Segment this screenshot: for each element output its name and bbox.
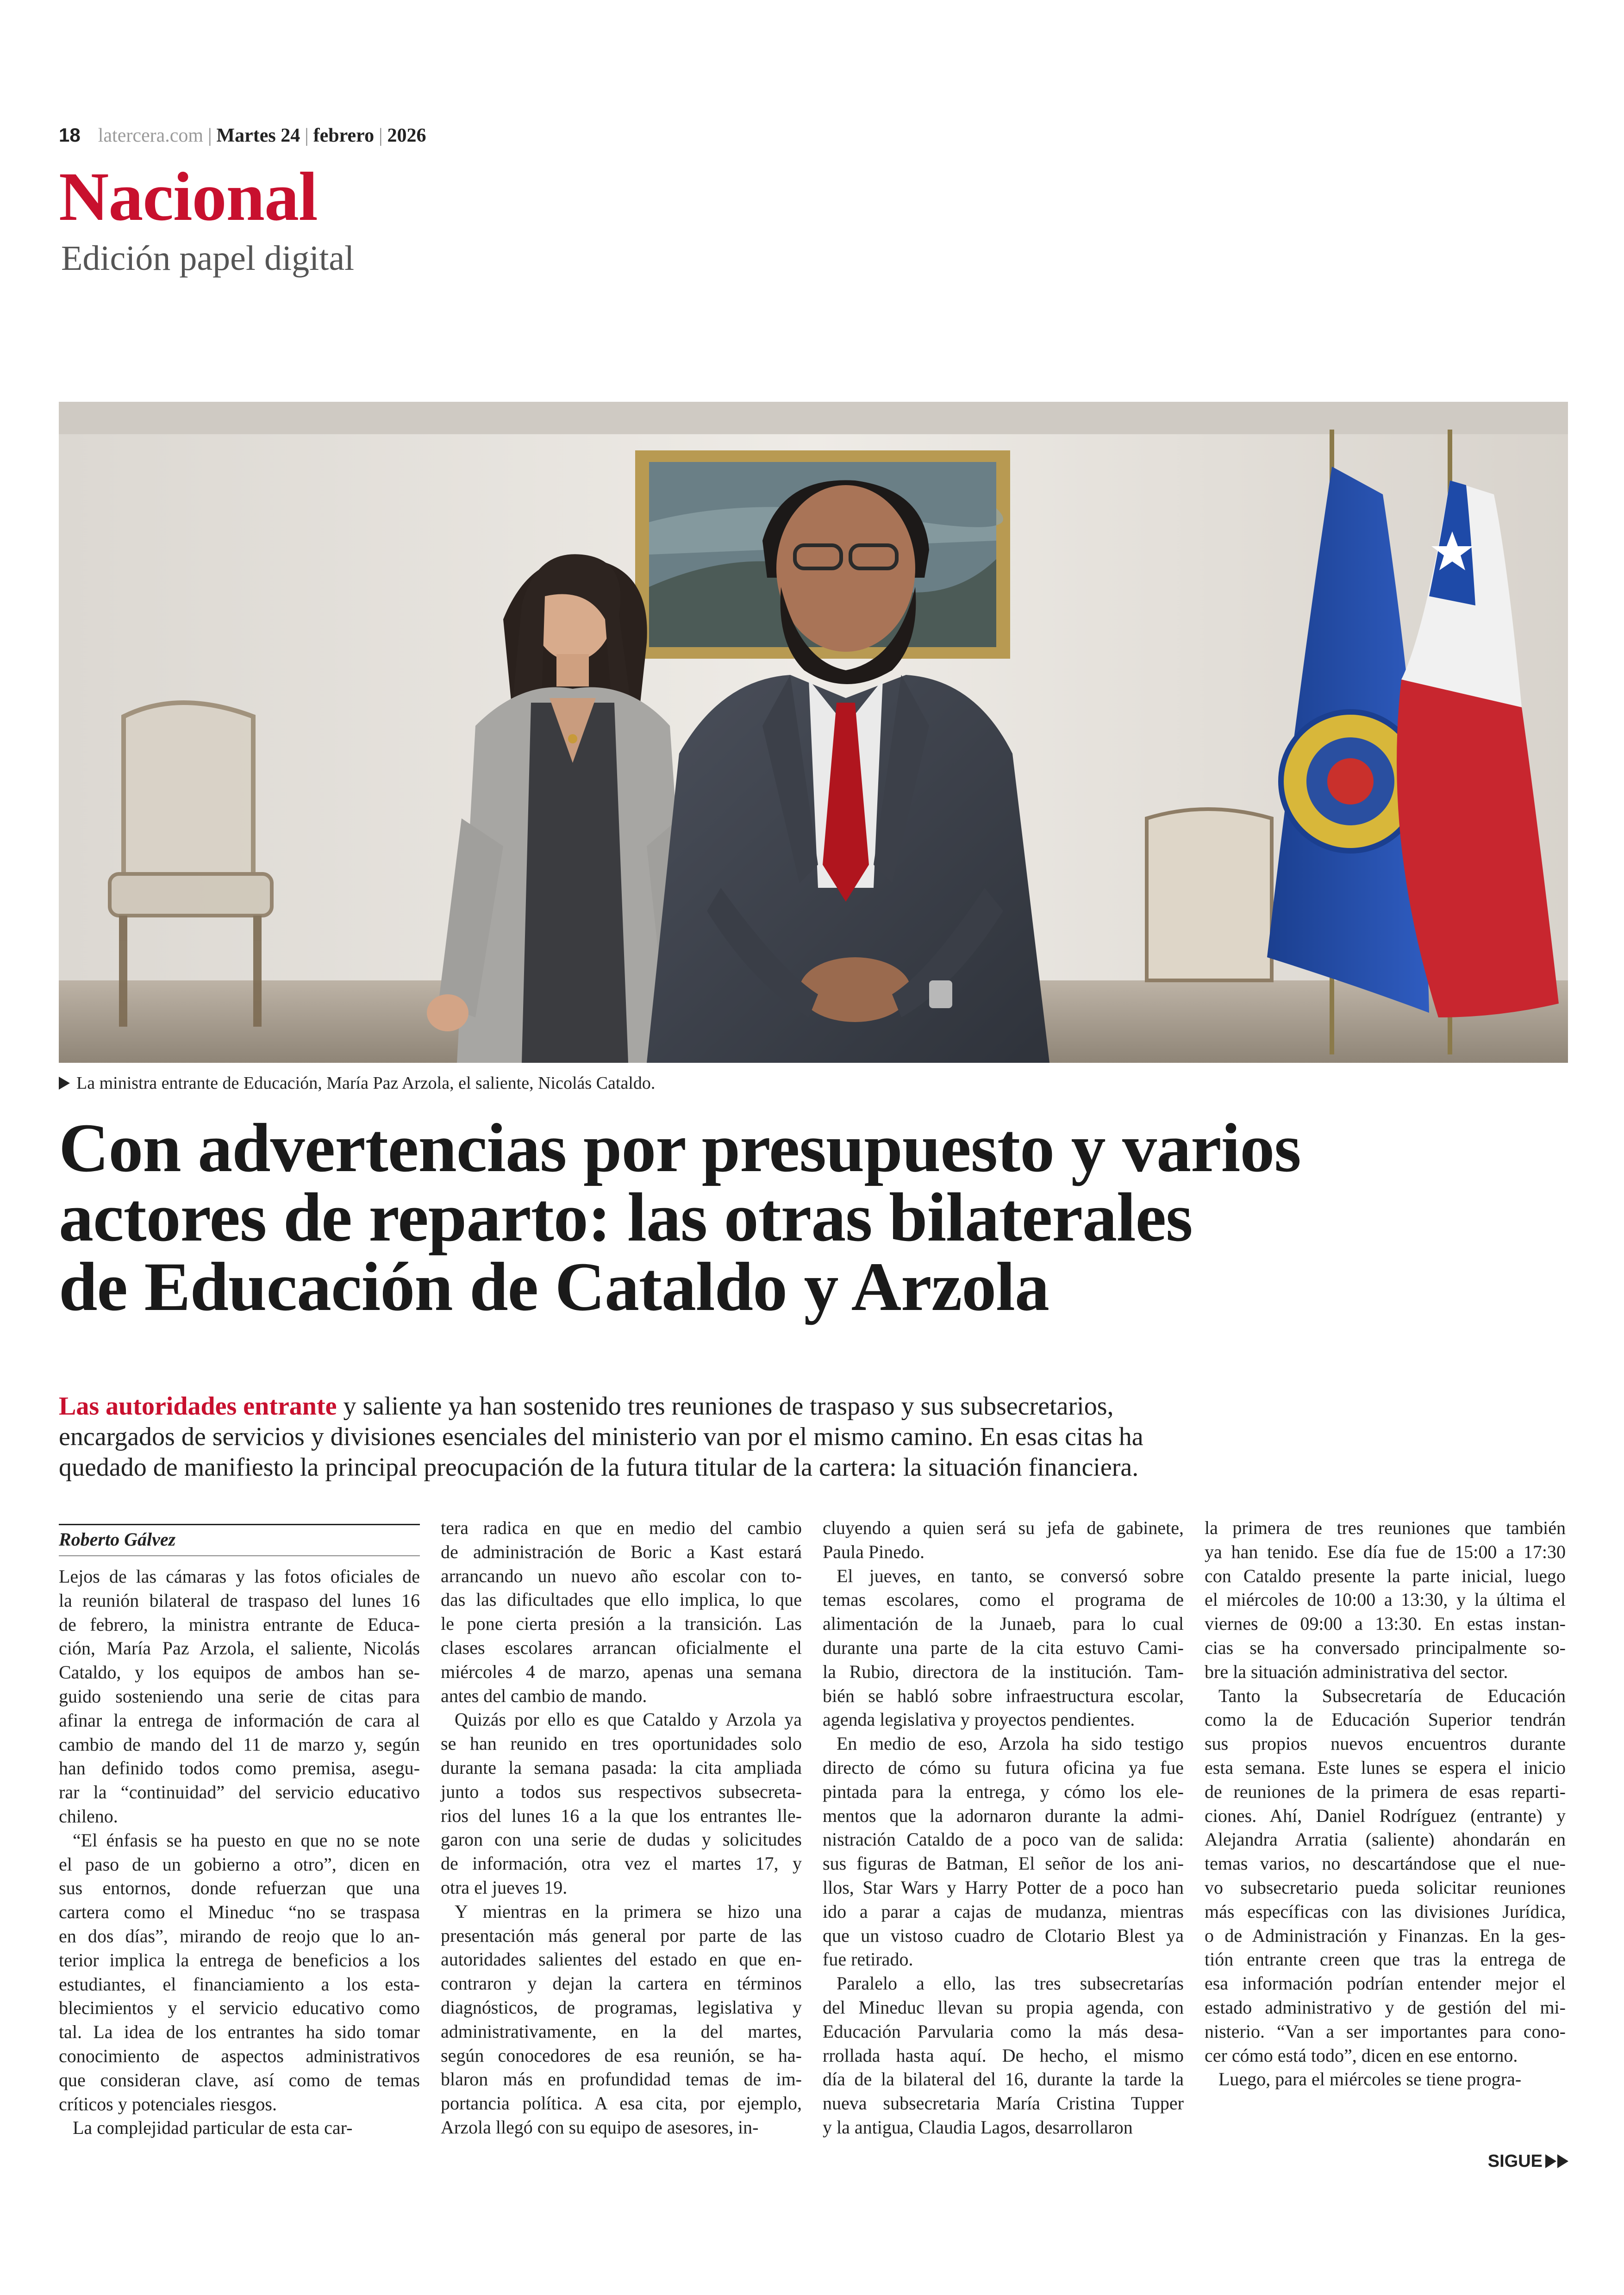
article-line: que un vistoso cuadro de Clotario Blest ya [823, 1925, 1184, 1946]
article-line: Luego, para el miércoles se tiene progra- [1218, 2069, 1522, 2090]
article-line: esa información podrían entender mejor el [1205, 1973, 1566, 1994]
article-line: esta semana. Este lunes se espera el inicio [1205, 1757, 1566, 1778]
section-subtitle: Edición papel digital [61, 239, 355, 278]
article-line: miércoles 4 de marzo, apenas una semana [441, 1661, 802, 1682]
article-line: críticos y potenciales riesgos. [59, 2093, 277, 2114]
article-line: de reuniones de la primera de esas reparti- [1205, 1781, 1566, 1802]
article-line: arrancando un nuevo año escolar con to- [441, 1565, 802, 1586]
article-line: le pone cierta presión a la transición. Las [441, 1613, 802, 1634]
lede-text: y saliente ya han sostenido tres reuniones de traspaso y sus subsecretarios, [337, 1392, 1114, 1421]
article-line: La complejidad particular de esta car- [73, 2117, 353, 2139]
article-line: administrativamente, en la del martes, [441, 2021, 802, 2042]
article-line: Paralelo a ello, las tres subsecretarías [837, 1973, 1184, 1994]
article-line: otra el jueves 19. [441, 1877, 568, 1898]
article-line: terior implica la entrega de beneficios a los [59, 1949, 420, 1971]
article-line: tal. La idea de los entrantes ha sido tomar [59, 2021, 420, 2043]
issue-year: 2026 [387, 125, 426, 146]
article-line: de información, otra vez el martes 17, y [441, 1853, 802, 1874]
article-line: alimentación de la Junaeb, para lo cual [823, 1613, 1184, 1634]
lede-line: encargados de servicios y divisiones esenciales del ministerio van por el mismo camino. En esas citas ha [59, 1422, 1143, 1451]
article-line: cartera como el Mineduc “no se traspasa [59, 1902, 420, 1923]
article-line: Paula Pinedo. [823, 1541, 924, 1562]
article-line: fue retirado. [823, 1949, 913, 1970]
article-line: como la de Educación Superior tendrán [1205, 1709, 1566, 1730]
article-line: según conocedores de esa reunión, se ha- [441, 2045, 802, 2066]
article-line: viernes de 09:00 a 13:30. En estas instan- [1205, 1613, 1566, 1634]
byline: Roberto Gálvez [59, 1529, 176, 1550]
article-line: temas varios, no descartándose que el nue- [1205, 1853, 1566, 1874]
headline-line: Con advertencias por presupuesto y varios [59, 1110, 1301, 1186]
article-line: cambio de mando del 11 de marzo y, según [59, 1734, 420, 1755]
article-line: del Mineduc llevan su propia agenda, con [823, 1996, 1184, 2018]
article-line: autoridades salientes del estado en que en- [441, 1949, 802, 1970]
byline-rule [59, 1524, 420, 1525]
article-line: día de la bilateral del 16, durante la tarde la [823, 2069, 1184, 2090]
article-line: cluyendo a quien será su jefa de gabinete, [823, 1517, 1184, 1538]
article-line: “El énfasis se ha puesto en que no se note [73, 1829, 420, 1851]
article-line: sus entornos, donde refuerzan que una [59, 1877, 420, 1899]
article-line: Lejos de las cámaras y las fotos oficiales de [59, 1566, 420, 1587]
article-line: durante una parte de la cita estuvo Cami- [823, 1637, 1184, 1658]
page-header: 18 latercera.com | Martes 24 | febrero | 2026 [59, 124, 426, 146]
article-line: directo de cómo su futura oficina ya fue [823, 1757, 1184, 1778]
article-line: Tanto la Subsecretaría de Educación [1218, 1685, 1566, 1706]
article-column-1 [59, 1565, 420, 2140]
article-line: ción, María Paz Arzola, el saliente, Nicolás [59, 1638, 420, 1659]
article-line: portancia política. A esa cita, por ejemplo, [441, 2093, 802, 2114]
article-line: garon con una serie de dudas y solicitudes [441, 1829, 802, 1850]
article-line: de febrero, la ministra entrante de Educa- [59, 1614, 420, 1635]
byline-rule [59, 1555, 420, 1556]
continue-text: SIGUE [1487, 2152, 1543, 2171]
photo-caption [59, 1073, 655, 1093]
article-line: con Cataldo presente la parte inicial, luego [1205, 1565, 1566, 1586]
article-line: chileno. [59, 1805, 118, 1827]
article-line: más específicas con las divisiones Jurídica, [1205, 1901, 1566, 1922]
article-line: en dos días”, mirando de reojo que lo an- [59, 1925, 420, 1946]
lede-line: quedado de manifiesto la principal preocupación de la futura titular de la cartera: la situación financiera. [59, 1453, 1139, 1482]
article-line: afinar la entrega de información de cara al [59, 1709, 420, 1731]
article-line: bién se habló sobre infraestructura escolar, [823, 1685, 1184, 1706]
article-line: Cataldo, y los equipos de ambos han se- [59, 1662, 420, 1683]
article-line: el miércoles de 10:00 a 13:30, y la última el [1205, 1589, 1566, 1610]
article-line: y la antigua, Claudia Lagos, desarrollaron [823, 2116, 1133, 2138]
article-line: o de Administración y Finanzas. En la ges- [1205, 1925, 1566, 1946]
article-line: la Rubio, directora de la institución. Tam- [823, 1661, 1184, 1682]
article-line: durante la semana pasada: la cita ampliada [441, 1757, 802, 1778]
article-line: rar la “continuidad” del servicio educativo [59, 1782, 420, 1803]
article-line: Educación Parvularia como la más desa- [823, 2021, 1184, 2042]
article-line: El jueves, en tanto, se conversó sobre [837, 1565, 1184, 1586]
article-line: la primera de tres reuniones que también [1205, 1517, 1566, 1538]
article-line: la reunión bilateral de traspaso del lunes 16 [59, 1590, 420, 1611]
article-line: cias se ha conversado principalmente so- [1205, 1637, 1566, 1658]
article-line: rios del lunes 16 a la que los entrantes lle- [441, 1805, 802, 1826]
site-name[interactable]: latercera.com [98, 125, 204, 146]
article-line: bre la situación administrativa del sector. [1205, 1661, 1508, 1682]
article-line: que consideran clave, así como de temas [59, 2069, 420, 2090]
article-line: presentación más general por parte de las [441, 1925, 802, 1946]
article-line: das las dificultades que ello implica, lo que [441, 1589, 802, 1610]
article-line: rrollada hasta aquí. De hecho, el mismo [823, 2045, 1184, 2066]
article-line: Alejandra Arratia (saliente) ahondarán en [1205, 1829, 1566, 1850]
article-lede [59, 1391, 1577, 1483]
caption-text: La ministra entrante de Educación, María Paz Arzola, el saliente, Nicolás Cataldo. [76, 1073, 656, 1093]
headline-line: actores de reparto: las otras bilaterales [59, 1179, 1193, 1256]
article-line: nisterio. “Van a ser importantes para cono- [1205, 2021, 1566, 2042]
article-line: Y mientras en la primera se hizo una [455, 1901, 802, 1922]
article-line: Arzola llegó con su equipo de asesores, in- [441, 2116, 759, 2138]
article-photo [59, 402, 1568, 1063]
article-line: tera radica en que en medio del cambio [441, 1517, 802, 1538]
article-line: ido a parar a cajas de mudanza, mientras [823, 1901, 1184, 1922]
lede-lead: Las autoridades entrante [59, 1392, 337, 1421]
article-line: temas escolares, como el programa de [823, 1589, 1184, 1610]
issue-month: febrero [313, 125, 375, 146]
article-line: llos, Star Wars y Harry Potter de a poco han [823, 1877, 1184, 1898]
article-line: mentos que la adornaron durante la admi- [823, 1805, 1184, 1826]
headline-line: de Educación de Cataldo y Arzola [59, 1248, 1049, 1325]
section-title: Nacional [59, 158, 318, 235]
article-line: estudiantes, el financiamiento a los esta- [59, 1973, 420, 1995]
article-line: se han reunido en tres oportunidades solo [441, 1733, 802, 1754]
article-column-3 [823, 1516, 1184, 2139]
article-line: de administración de Boric a Kast estará [441, 1541, 802, 1562]
arrow-right-icon [1557, 2154, 1568, 2168]
article-column-4 [1205, 1516, 1566, 2091]
arrow-right-icon [1545, 2154, 1556, 2168]
article-line: nueva subsecretaria María Cristina Tupper [823, 2093, 1184, 2114]
article-headline [59, 1110, 1577, 1325]
article-line: conocimiento de aspectos administrativos [59, 2045, 420, 2066]
article-line: cer cómo está todo”, dicen en ese entorno. [1205, 2045, 1518, 2066]
caption-arrow-icon [59, 1077, 70, 1090]
article-line: contraron y dejan la cartera en términos [441, 1973, 802, 1994]
article-line: diagnósticos, de programas, legislativa y [441, 1996, 802, 2018]
article-line: junto a todos sus respectivos subsecreta- [441, 1781, 802, 1802]
article-line: ya han tenido. Ese día fue de 15:00 a 17:30 [1205, 1541, 1566, 1562]
article-line: ciones. Ahí, Daniel Rodríguez (entrante) y [1205, 1805, 1566, 1826]
article-line: vo subsecretario pueda solicitar reuniones [1205, 1877, 1566, 1898]
article-line: el paso de un gobierno a otro”, dicen en [59, 1853, 420, 1875]
article-line: agenda legislativa y proyectos pendientes. [823, 1709, 1135, 1730]
issue-date: Martes 24 [216, 125, 300, 146]
lede-line [59, 1391, 1577, 1422]
continue-label[interactable] [1488, 2152, 1568, 2171]
article-line: antes del cambio de mando. [441, 1685, 647, 1706]
article-line: tión entrante creen que tras la entrega de [1205, 1949, 1566, 1970]
article-line: pintada para la entrega, y cómo los ele- [823, 1781, 1184, 1802]
article-column-2 [441, 1516, 802, 2139]
article-line: clases escolares arrancan oficialmente el [441, 1637, 802, 1658]
article-line: Quizás por ello es que Cataldo y Arzola ya [455, 1709, 802, 1730]
article-line: blecimientos y el servicio educativo como [59, 1997, 420, 2019]
page-number: 18 [59, 124, 81, 146]
article-line: guido sosteniendo una serie de citas para [59, 1685, 420, 1707]
article-line: nistración Cataldo de a poco van de salida: [823, 1829, 1184, 1850]
article-line: sus figuras de Batman, El señor de los ani- [823, 1853, 1184, 1874]
article-line: En medio de eso, Arzola ha sido testigo [837, 1733, 1184, 1754]
article-line: estado administrativo y de gestión del mi- [1205, 1996, 1566, 2018]
article-line: blaron más en profundidad temas de im- [441, 2069, 802, 2090]
article-line: sus propios nuevos encuentros durante [1205, 1733, 1566, 1754]
article-line: han definido todos como premisa, asegu- [59, 1758, 420, 1779]
